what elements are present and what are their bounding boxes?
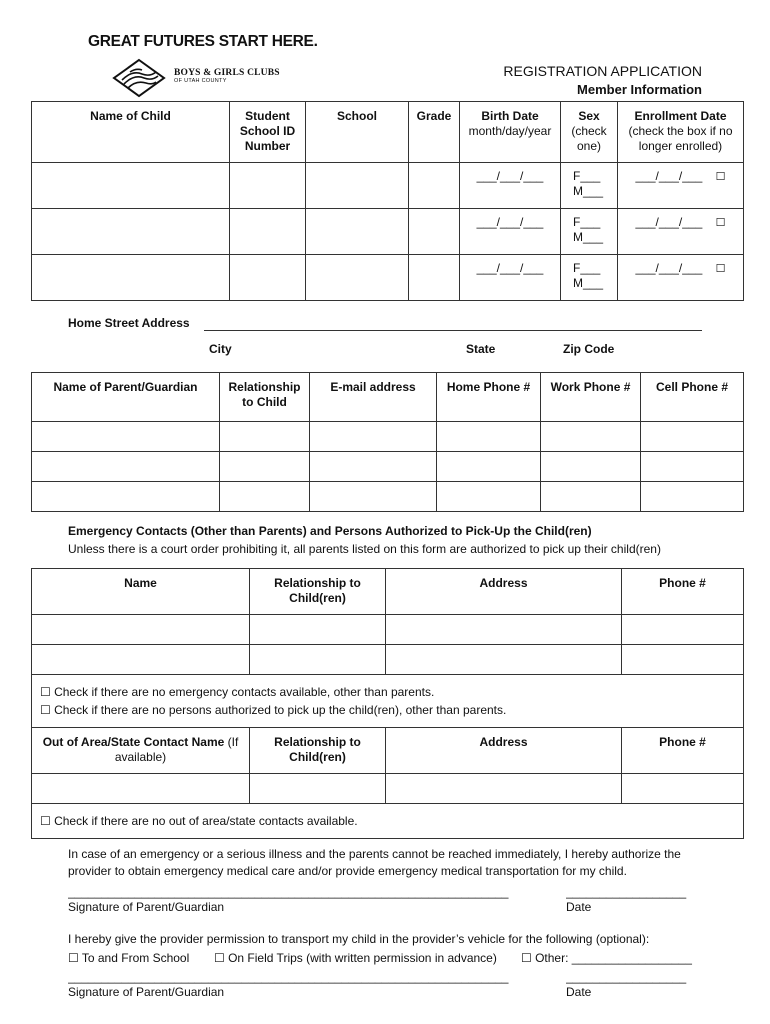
col-home-phone: Home Phone #	[437, 373, 541, 422]
emergency-note: Unless there is a court order prohibiting it, all parents listed on this form are authorized to pick up their child(ren)	[68, 542, 661, 556]
emergency-table	[31, 568, 744, 839]
emergency-relationship-cell[interactable]	[250, 615, 386, 645]
table-row	[32, 209, 744, 255]
home-address-field[interactable]	[204, 330, 702, 331]
medical-authorization-text: In case of an emergency or a serious illness and the parents cannot be reached immediately, I hereby authorize the provider to obtain emergency medical care and/or provide emergency medical transportation for my child.	[68, 847, 681, 878]
sex-m: M___	[573, 230, 604, 244]
email-cell[interactable]	[310, 482, 437, 512]
sex-label: Sex	[578, 109, 600, 123]
clubs-logo-icon	[112, 58, 166, 98]
birth-date-cell[interactable]	[460, 209, 561, 255]
email-cell[interactable]	[310, 422, 437, 452]
transport-date-label: Date	[566, 985, 592, 999]
enrollment-blank: ___/___/___	[635, 169, 703, 183]
col-grade: Grade	[409, 102, 460, 163]
col-out-of-area-relationship: Relationship to Child(ren)	[250, 728, 386, 774]
home-phone-cell[interactable]	[437, 452, 541, 482]
home-address-label: Home Street Address	[68, 316, 190, 330]
sex-cell[interactable]	[561, 255, 618, 301]
transport-permission-text: I hereby give the provider permission to transport my child in the provider’s vehicle for the following (optional):	[68, 932, 650, 946]
birth-date-cell[interactable]	[460, 163, 561, 209]
state-label: State	[466, 342, 496, 356]
col-sex	[561, 102, 618, 163]
school-cell[interactable]	[306, 255, 409, 301]
table-row	[32, 645, 744, 675]
table-row	[32, 615, 744, 645]
no-emergency-contacts-checkbox[interactable]: ☐ Check if there are no emergency contacts available, other than parents.	[40, 685, 435, 699]
col-relationship: Relationship to Child	[220, 373, 310, 422]
col-school: School	[306, 102, 409, 163]
enrollment-cell[interactable]	[618, 209, 744, 255]
grade-cell[interactable]	[409, 209, 460, 255]
student-id-cell[interactable]	[230, 255, 306, 301]
work-phone-cell[interactable]	[541, 452, 641, 482]
birth-date-cell[interactable]	[460, 255, 561, 301]
sex-m: M___	[573, 184, 604, 198]
enrollment-cell[interactable]	[618, 163, 744, 209]
grade-cell[interactable]	[409, 163, 460, 209]
enrollment-checkbox[interactable]: ☐	[715, 217, 726, 229]
enrollment-label: Enrollment Date	[634, 109, 727, 123]
sex-m: M___	[573, 276, 604, 290]
home-phone-cell[interactable]	[437, 482, 541, 512]
child-name-cell[interactable]	[32, 163, 230, 209]
col-emergency-relationship: Relationship to Child(ren)	[250, 569, 386, 615]
emergency-heading: Emergency Contacts (Other than Parents) and Persons Authorized to Pick-Up the Child(ren)	[68, 524, 592, 538]
field-trips-checkbox[interactable]: ☐ On Field Trips (with written permission in advance)	[214, 951, 497, 965]
transport-signature-line[interactable]: __________________________________________________________________	[68, 970, 509, 984]
birth-date-label: Birth Date	[481, 109, 539, 123]
student-id-cell[interactable]	[230, 209, 306, 255]
out-of-area-name-cell[interactable]	[32, 774, 250, 804]
child-name-cell[interactable]	[32, 255, 230, 301]
col-cell-phone: Cell Phone #	[641, 373, 744, 422]
col-emergency-phone: Phone #	[622, 569, 744, 615]
col-out-of-area-name	[32, 728, 250, 774]
emergency-checks	[32, 675, 744, 728]
work-phone-cell[interactable]	[541, 422, 641, 452]
parent-table	[31, 372, 744, 512]
cell-phone-cell[interactable]	[641, 422, 744, 452]
cell-phone-cell[interactable]	[641, 452, 744, 482]
out-of-area-address-cell[interactable]	[386, 774, 622, 804]
tagline: GREAT FUTURES START HERE.	[88, 33, 318, 50]
emergency-name-cell[interactable]	[32, 615, 250, 645]
medical-date-line[interactable]: __________________	[566, 885, 687, 899]
transport-signature-label: Signature of Parent/Guardian	[68, 985, 225, 999]
sex-instruction: (check one)	[571, 124, 607, 153]
birth-date-format: month/day/year	[468, 124, 552, 138]
cell-phone-cell[interactable]	[641, 482, 744, 512]
out-of-area-phone-cell[interactable]	[622, 774, 744, 804]
email-cell[interactable]	[310, 452, 437, 482]
parent-name-cell[interactable]	[32, 452, 220, 482]
enrollment-checkbox[interactable]: ☐	[715, 171, 726, 183]
out-of-area-check	[32, 804, 744, 839]
enrollment-instruction: (check the box if no longer enrolled)	[628, 124, 733, 153]
enrollment-blank: ___/___/___	[635, 215, 703, 229]
table-row	[32, 255, 744, 301]
col-emergency-address: Address	[386, 569, 622, 615]
relationship-cell[interactable]	[220, 452, 310, 482]
home-phone-cell[interactable]	[437, 422, 541, 452]
member-table	[31, 101, 744, 301]
transport-date-line[interactable]: __________________	[566, 970, 687, 984]
school-cell[interactable]	[306, 209, 409, 255]
col-out-of-area-phone: Phone #	[622, 728, 744, 774]
out-of-area-relationship-cell[interactable]	[250, 774, 386, 804]
table-row	[32, 482, 744, 512]
child-name-cell[interactable]	[32, 209, 230, 255]
logo-name: BOYS & GIRLS CLUBS	[174, 68, 280, 78]
birth-date-blank: ___/___/___	[476, 215, 544, 229]
table-row	[32, 452, 744, 482]
emergency-address-cell[interactable]	[386, 615, 622, 645]
emergency-address-cell[interactable]	[386, 645, 622, 675]
sex-f: F___	[573, 169, 601, 183]
emergency-name-cell[interactable]	[32, 645, 250, 675]
no-pickup-persons-checkbox[interactable]: ☐ Check if there are no persons authorized to pick up the child(ren), other than parents.	[40, 703, 507, 717]
sex-cell[interactable]	[561, 209, 618, 255]
city-label: City	[209, 342, 232, 356]
col-email: E-mail address	[310, 373, 437, 422]
relationship-cell[interactable]	[220, 422, 310, 452]
school-cell[interactable]	[306, 163, 409, 209]
page-title: REGISTRATION APPLICATION	[503, 63, 702, 79]
sex-f: F___	[573, 215, 601, 229]
logo	[112, 58, 312, 98]
col-student-id: Student School ID Number	[230, 102, 306, 163]
emergency-phone-cell[interactable]	[622, 615, 744, 645]
enrollment-blank: ___/___/___	[635, 261, 703, 275]
parent-name-cell[interactable]	[32, 482, 220, 512]
other-checkbox[interactable]: ☐ Other: __________________	[521, 951, 692, 965]
col-name-of-child: Name of Child	[32, 102, 230, 163]
enrollment-checkbox[interactable]: ☐	[715, 263, 726, 275]
table-row	[32, 163, 744, 209]
medical-date-label: Date	[566, 900, 592, 914]
medical-signature-line[interactable]: __________________________________________________________________	[68, 885, 509, 899]
col-work-phone: Work Phone #	[541, 373, 641, 422]
student-id-cell[interactable]	[230, 163, 306, 209]
col-parent-name: Name of Parent/Guardian	[32, 373, 220, 422]
birth-date-blank: ___/___/___	[476, 261, 544, 275]
col-birth-date	[460, 102, 561, 163]
col-emergency-name: Name	[32, 569, 250, 615]
col-out-of-area-address: Address	[386, 728, 622, 774]
birth-date-blank: ___/___/___	[476, 169, 544, 183]
table-row	[32, 774, 744, 804]
out-of-area-name-label: Out of Area/State Contact Name	[42, 735, 225, 749]
out-of-area-name-note: (If available)	[114, 735, 239, 764]
table-row	[32, 422, 744, 452]
zip-label: Zip Code	[563, 342, 615, 356]
enrollment-cell[interactable]	[618, 255, 744, 301]
parent-name-cell[interactable]	[32, 422, 220, 452]
work-phone-cell[interactable]	[541, 482, 641, 512]
col-enrollment-date	[618, 102, 744, 163]
grade-cell[interactable]	[409, 255, 460, 301]
page-subtitle: Member Information	[577, 82, 702, 97]
logo-sub: OF UTAH COUNTY	[174, 78, 227, 84]
to-from-school-checkbox[interactable]: ☐ To and From School	[68, 951, 190, 965]
emergency-phone-cell[interactable]	[622, 645, 744, 675]
emergency-relationship-cell[interactable]	[250, 645, 386, 675]
relationship-cell[interactable]	[220, 482, 310, 512]
sex-cell[interactable]	[561, 163, 618, 209]
sex-f: F___	[573, 261, 601, 275]
no-out-of-area-checkbox[interactable]: ☐ Check if there are no out of area/state contacts available.	[40, 814, 358, 828]
medical-signature-label: Signature of Parent/Guardian	[68, 900, 225, 914]
